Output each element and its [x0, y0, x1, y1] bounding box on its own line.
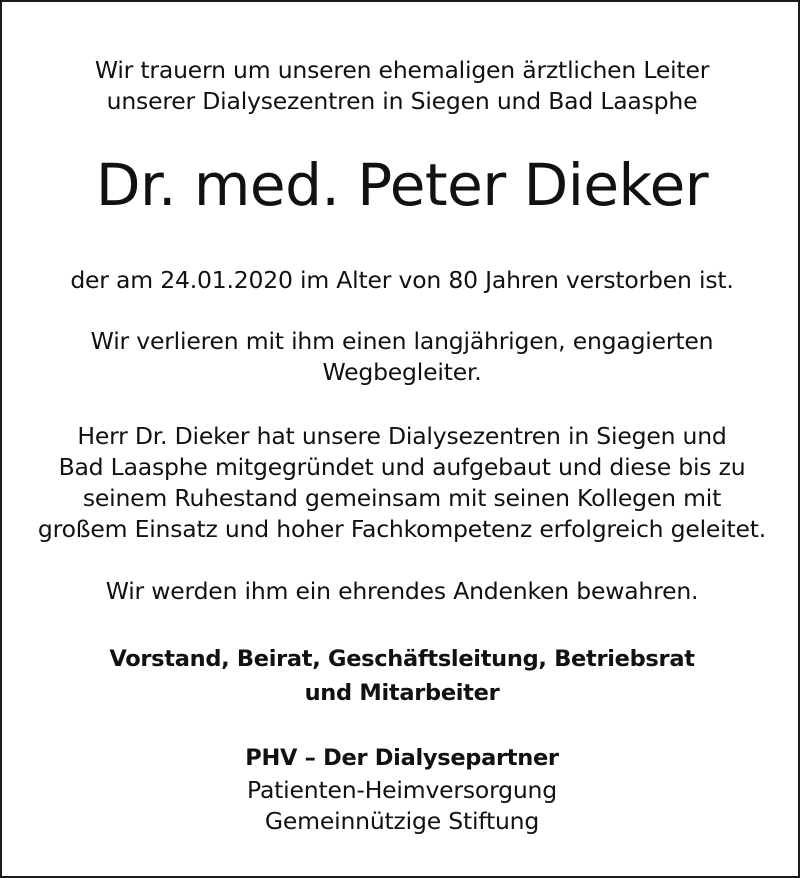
organization-name: PHV – Der Dialysepartner [245, 745, 559, 771]
mourners [2, 642, 800, 710]
organization [2, 741, 800, 837]
loss-text [2, 326, 800, 388]
mourners-line-2: und Mitarbeiter [304, 680, 500, 706]
tribute-text [2, 421, 800, 545]
remembrance-text: Wir werden ihm ein ehrendes Andenken bewahren. [105, 577, 699, 605]
mourners-line-1: Vorstand, Beirat, Geschäftsleitung, Betriebsrat [109, 646, 695, 672]
deceased-name: Dr. med. Peter Dieker [95, 151, 709, 219]
intro-line-1: Wir trauern um unseren ehemaligen ärztlichen Leiter [94, 56, 710, 84]
loss-line-2: Wegbegleiter. [322, 358, 482, 386]
tribute-line-4: großem Einsatz und hoher Fachkompetenz erfolgreich geleitet. [37, 515, 767, 543]
intro-text [2, 55, 800, 117]
death-notice: der am 24.01.2020 im Alter von 80 Jahren verstorben ist. [70, 266, 734, 294]
intro-line-2: unserer Dialysezentren in Siegen und Bad Laasphe [106, 87, 698, 115]
tribute-line-3: seinem Ruhestand gemeinsam mit seinen Kollegen mit [82, 484, 722, 512]
organization-line-1: Patienten-Heimversorgung [247, 776, 557, 804]
tribute-line-2: Bad Laasphe mitgegründet und aufgebaut und diese bis zu [58, 453, 746, 481]
organization-line-2: Gemeinnützige Stiftung [264, 807, 540, 835]
loss-line-1: Wir verlieren mit ihm einen langjährigen, engagierten [90, 327, 714, 355]
tribute-line-1: Herr Dr. Dieker hat unsere Dialysezentren in Siegen und [77, 422, 727, 450]
